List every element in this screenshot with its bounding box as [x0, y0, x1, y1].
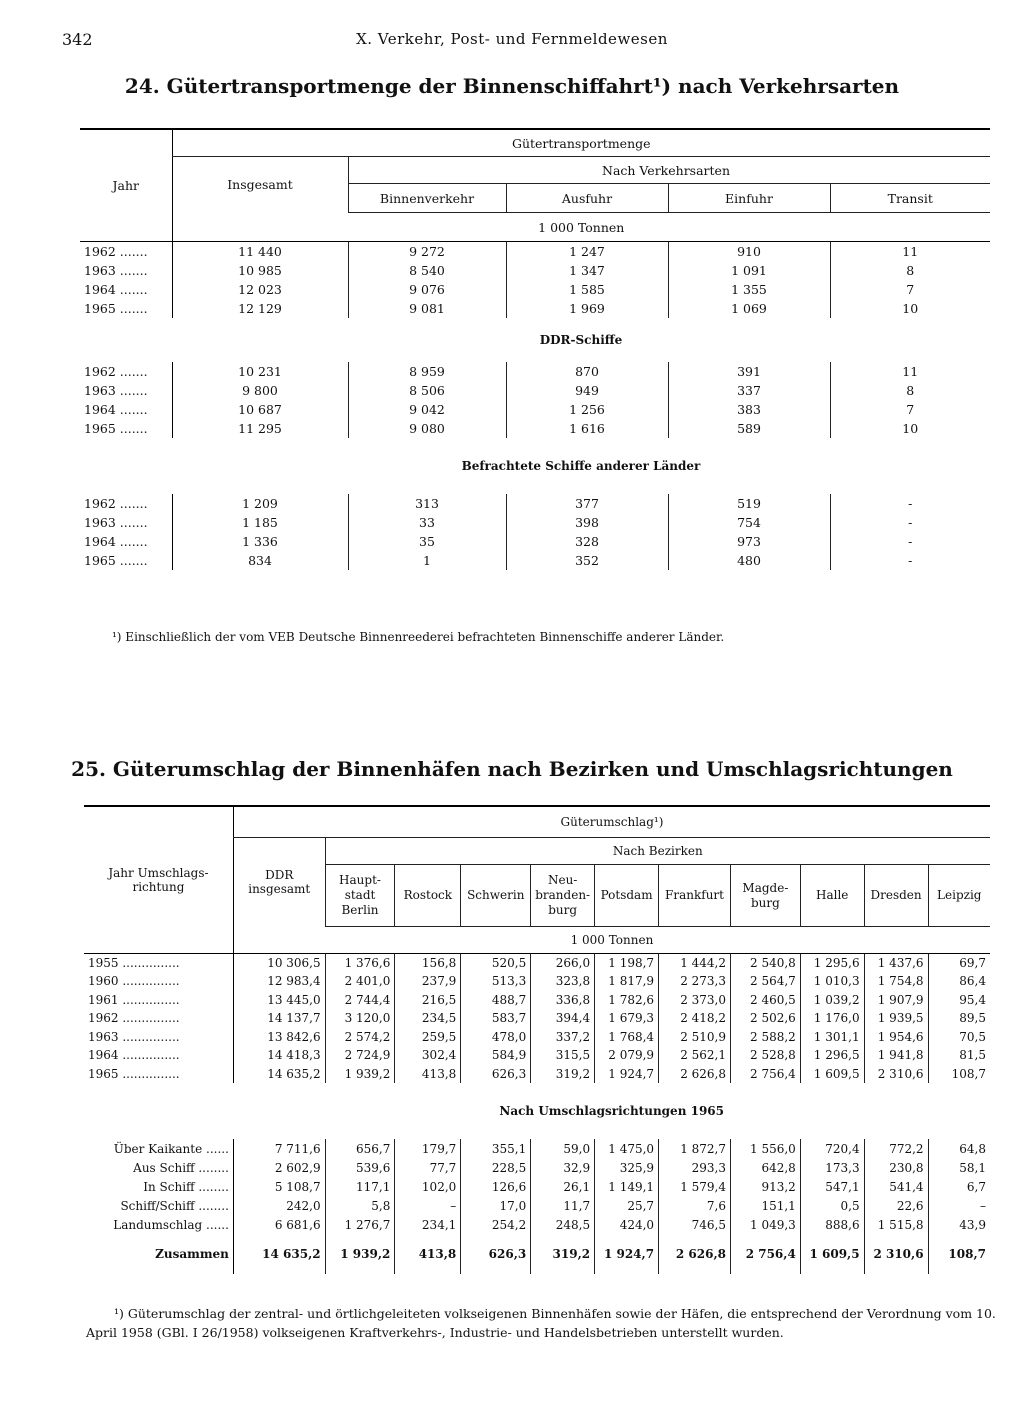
table-row [80, 551, 990, 570]
cell-value: 8 [830, 381, 990, 400]
row-label: 1962 ....... [84, 363, 148, 379]
cell-value: 0,5 [800, 1196, 864, 1215]
table-row [84, 972, 990, 991]
cell-value: 22,6 [864, 1196, 928, 1215]
cell-value: 1 924,7 [595, 1234, 659, 1274]
row-label: Schiff/Schiff ........ [120, 1198, 229, 1213]
row-label: 1963 ............... [88, 1029, 180, 1044]
row-label: 1965 ....... [84, 300, 148, 316]
table-row [84, 1234, 990, 1274]
cell-value: 237,9 [395, 972, 461, 991]
row-label: 1964 ....... [84, 281, 148, 297]
cell-value: 2 602,9 [233, 1158, 325, 1177]
cell-value: 520,5 [461, 954, 531, 973]
cell-value: 2 626,8 [659, 1234, 731, 1274]
cell-value: 2 528,8 [731, 1046, 801, 1065]
row-label: 1965 ............... [88, 1066, 180, 1081]
row-label: 1965 ....... [84, 552, 148, 568]
cell-value: 478,0 [461, 1028, 531, 1047]
cell-value: 1 [348, 551, 506, 570]
header-bezirk: Magde- burg [731, 865, 801, 927]
cell-value: 2 418,2 [659, 1009, 731, 1028]
cell-value: 2 756,4 [731, 1065, 801, 1084]
cell-value: 32,9 [531, 1158, 595, 1177]
table-row [80, 513, 990, 532]
cell-value: 5 108,7 [233, 1177, 325, 1196]
header-bezirk: Frankfurt [659, 865, 731, 927]
cell-value: 1 198,7 [595, 954, 659, 973]
cell-value: 1 347 [506, 261, 668, 280]
cell-value: 2 310,6 [864, 1234, 928, 1274]
row-label: 1955 ............... [88, 956, 180, 970]
row-label: 1964 ............... [88, 1048, 180, 1063]
cell-value: 834 [172, 551, 348, 570]
table-row [80, 299, 990, 318]
cell-value: 1 336 [172, 532, 348, 551]
cell-value: 8 506 [348, 381, 506, 400]
cell-value: 656,7 [325, 1139, 395, 1158]
cell-value: 11 440 [172, 242, 348, 261]
cell-value: 14 418,3 [233, 1046, 325, 1065]
cell-value: 1 679,3 [595, 1009, 659, 1028]
cell-value: 10 [830, 419, 990, 438]
header-jahr-richtung: Jahr Umschlags- richtung [84, 806, 233, 954]
page-number: 342 [62, 30, 93, 49]
cell-value: 8 [830, 261, 990, 280]
cell-value: 234,1 [395, 1215, 461, 1234]
cell-value: 394,4 [531, 1009, 595, 1028]
cell-value: 2 626,8 [659, 1065, 731, 1084]
cell-value: 2 502,6 [731, 1009, 801, 1028]
table-row [80, 381, 990, 400]
table-24 [80, 128, 990, 570]
cell-value: 1 049,3 [731, 1215, 801, 1234]
cell-value: 1 444,2 [659, 954, 731, 973]
rows-total [80, 242, 990, 318]
cell-value: 1 295,6 [800, 954, 864, 973]
cell-value: 254,2 [461, 1215, 531, 1234]
cell-value: 1 969 [506, 299, 668, 318]
table-row [84, 1215, 990, 1234]
cell-value: 35 [348, 532, 506, 551]
cell-value: 583,7 [461, 1009, 531, 1028]
cell-value: 1 941,8 [864, 1046, 928, 1065]
cell-value: 70,5 [928, 1028, 990, 1047]
cell-value: 216,5 [395, 991, 461, 1010]
cell-value: 8 959 [348, 362, 506, 381]
row-label: 1962 ....... [84, 495, 148, 511]
cell-value: 2 564,7 [731, 972, 801, 991]
cell-value: 870 [506, 362, 668, 381]
cell-value: 26,1 [531, 1177, 595, 1196]
cell-value: 584,9 [461, 1046, 531, 1065]
cell-value: 12 983,4 [233, 972, 325, 991]
cell-value: 1 782,6 [595, 991, 659, 1010]
cell-value: 1 556,0 [731, 1139, 801, 1158]
cell-value: 642,8 [731, 1158, 801, 1177]
row-label: 1962 ....... [84, 243, 148, 259]
header-transit: Transit [830, 184, 990, 213]
row-label: 1964 ....... [84, 533, 148, 549]
cell-value: 355,1 [461, 1139, 531, 1158]
cell-value: 1 256 [506, 400, 668, 419]
cell-value: 179,7 [395, 1139, 461, 1158]
cell-value: 541,4 [864, 1177, 928, 1196]
cell-value: 626,3 [461, 1234, 531, 1274]
cell-value: 43,9 [928, 1215, 990, 1234]
cell-value: 2 574,2 [325, 1028, 395, 1047]
table-row [80, 362, 990, 381]
cell-value: 81,5 [928, 1046, 990, 1065]
cell-value: 746,5 [659, 1215, 731, 1234]
cell-value: 13 445,0 [233, 991, 325, 1010]
cell-value: 12 129 [172, 299, 348, 318]
cell-value: 2 401,0 [325, 972, 395, 991]
cell-value: 89,5 [928, 1009, 990, 1028]
cell-value: 69,7 [928, 954, 990, 973]
cell-value: 117,1 [325, 1177, 395, 1196]
cell-value: 1 296,5 [800, 1046, 864, 1065]
cell-value: 1 939,2 [325, 1065, 395, 1084]
row-label: In Schiff ........ [143, 1179, 229, 1194]
cell-value: 1 907,9 [864, 991, 928, 1010]
cell-value: 547,1 [800, 1177, 864, 1196]
cell-value: 352 [506, 551, 668, 570]
cell-value: 9 272 [348, 242, 506, 261]
cell-value: 1 817,9 [595, 972, 659, 991]
cell-value: 336,8 [531, 991, 595, 1010]
cell-value: 9 800 [172, 381, 348, 400]
cell-value: 1 069 [668, 299, 830, 318]
cell-value: 9 081 [348, 299, 506, 318]
header-guetertransportmenge: Gütertransportmenge [172, 129, 990, 157]
cell-value: 772,2 [864, 1139, 928, 1158]
cell-value: 2 460,5 [731, 991, 801, 1010]
row-label: Aus Schiff ........ [133, 1160, 229, 1175]
cell-value: 1 355 [668, 280, 830, 299]
cell-value: 108,7 [928, 1065, 990, 1084]
cell-value: 337,2 [531, 1028, 595, 1047]
table-row [80, 400, 990, 419]
table-row [80, 261, 990, 280]
cell-value: - [830, 532, 990, 551]
cell-value: 293,3 [659, 1158, 731, 1177]
cell-value: 539,6 [325, 1158, 395, 1177]
cell-value: 108,7 [928, 1234, 990, 1274]
table-25 [84, 805, 990, 1274]
rows-richtung [84, 1139, 990, 1234]
cell-value: - [830, 513, 990, 532]
cell-value: 11 295 [172, 419, 348, 438]
cell-value: 949 [506, 381, 668, 400]
header-bezirk: Leipzig [928, 865, 990, 927]
cell-value: 913,2 [731, 1177, 801, 1196]
header-bezirk: Halle [800, 865, 864, 927]
cell-value: 377 [506, 494, 668, 513]
cell-value: 86,4 [928, 972, 990, 991]
cell-value: 10 [830, 299, 990, 318]
header-einfuhr: Einfuhr [668, 184, 830, 213]
table-25-title: 25. Güterumschlag der Binnenhäfen nach Bezirken und Umschlagsrichtungen [71, 757, 953, 781]
cell-value: 910 [668, 242, 830, 261]
cell-value: 1 209 [172, 494, 348, 513]
section-andere-laender: Befrachtete Schiffe anderer Länder [461, 458, 701, 473]
cell-value: 391 [668, 362, 830, 381]
cell-value: 1 039,2 [800, 991, 864, 1010]
cell-value: 319,2 [531, 1065, 595, 1084]
cell-value: 10 985 [172, 261, 348, 280]
cell-value: – [395, 1196, 461, 1215]
cell-value: 59,0 [531, 1139, 595, 1158]
cell-value: 337 [668, 381, 830, 400]
cell-value: 1 579,4 [659, 1177, 731, 1196]
running-head: X. Verkehr, Post- und Fernmeldewesen [356, 30, 668, 48]
cell-value: 325,9 [595, 1158, 659, 1177]
header-bezirk: Rostock [395, 865, 461, 927]
section-umschlagsrichtungen: Nach Umschlagsrichtungen 1965 [499, 1104, 724, 1118]
cell-value: 2 373,0 [659, 991, 731, 1010]
cell-value: 1 768,4 [595, 1028, 659, 1047]
cell-value: 2 310,6 [864, 1065, 928, 1084]
table-row [84, 1046, 990, 1065]
cell-value: 2 724,9 [325, 1046, 395, 1065]
row-label: 1961 ............... [88, 992, 180, 1007]
cell-value: 259,5 [395, 1028, 461, 1047]
cell-value: 3 120,0 [325, 1009, 395, 1028]
cell-value: 480 [668, 551, 830, 570]
cell-value: 313 [348, 494, 506, 513]
cell-value: 1 872,7 [659, 1139, 731, 1158]
cell-value: 11 [830, 242, 990, 261]
cell-value: 973 [668, 532, 830, 551]
cell-value: 9 076 [348, 280, 506, 299]
footnote-25: ¹) Güterumschlag der zentral- und örtlichgeleiteten volkseigenen Binnenhäfen sowie der Häfen, die entsprechend der Verordnung vom 10. April 1958 (GBl. I 26/1958) volkseigenen Kraftverkehrs-, Industrie- und Handelsbetrieben unterstellt wurden. [86, 1306, 996, 1340]
cell-value: 1 475,0 [595, 1139, 659, 1158]
cell-value: 266,0 [531, 954, 595, 973]
cell-value: 12 023 [172, 280, 348, 299]
table-row [84, 1196, 990, 1215]
cell-value: – [928, 1196, 990, 1215]
header-insgesamt: Insgesamt [172, 157, 348, 213]
cell-value: 1 091 [668, 261, 830, 280]
cell-value: 228,5 [461, 1158, 531, 1177]
cell-value: 2 273,3 [659, 972, 731, 991]
rows-andere [80, 494, 990, 570]
header-bezirk: Potsdam [595, 865, 659, 927]
cell-value: 1 301,1 [800, 1028, 864, 1047]
cell-value: 13 842,6 [233, 1028, 325, 1047]
header-binnenverkehr: Binnenverkehr [348, 184, 506, 213]
header-bezirk: Schwerin [461, 865, 531, 927]
cell-value: 315,5 [531, 1046, 595, 1065]
cell-value: 519 [668, 494, 830, 513]
table-row [84, 1028, 990, 1047]
cell-value: 720,4 [800, 1139, 864, 1158]
cell-value: - [830, 551, 990, 570]
header-ausfuhr: Ausfuhr [506, 184, 668, 213]
cell-value: 2 756,4 [731, 1234, 801, 1274]
rows-ddr [80, 362, 990, 438]
cell-value: 1 247 [506, 242, 668, 261]
cell-value: 1 616 [506, 419, 668, 438]
table-row [80, 494, 990, 513]
header-nach-verkehrsarten: Nach Verkehrsarten [348, 157, 990, 184]
unit-label: 1 000 Tonnen [172, 213, 990, 242]
row-zusammen [84, 1234, 990, 1274]
row-label: Über Kaikante ...... [113, 1141, 229, 1156]
header-nach-bezirken: Nach Bezirken [325, 838, 990, 865]
footnote-24: ¹) Einschließlich der vom VEB Deutsche Binnenreederei befrachteten Binnenschiffe anderer Länder. [112, 630, 725, 644]
cell-value: 1 754,8 [864, 972, 928, 991]
cell-value: 1 939,5 [864, 1009, 928, 1028]
table-row [84, 1177, 990, 1196]
cell-value: 58,1 [928, 1158, 990, 1177]
header-jahr: Jahr [80, 129, 172, 242]
cell-value: 234,5 [395, 1009, 461, 1028]
cell-value: 14 635,2 [233, 1234, 325, 1274]
cell-value: 589 [668, 419, 830, 438]
cell-value: 8 540 [348, 261, 506, 280]
cell-value: 626,3 [461, 1065, 531, 1084]
section-ddr-schiffe: DDR-Schiffe [539, 332, 623, 347]
cell-value: 383 [668, 400, 830, 419]
cell-value: 102,0 [395, 1177, 461, 1196]
header-bezirk: Dresden [864, 865, 928, 927]
cell-value: 1 010,3 [800, 972, 864, 991]
cell-value: 754 [668, 513, 830, 532]
cell-value: 2 744,4 [325, 991, 395, 1010]
cell-value: 10 306,5 [233, 954, 325, 973]
cell-value: 1 185 [172, 513, 348, 532]
cell-value: 1 276,7 [325, 1215, 395, 1234]
row-label: 1963 ....... [84, 382, 148, 398]
table-row [80, 419, 990, 438]
table-row [84, 991, 990, 1010]
cell-value: 242,0 [233, 1196, 325, 1215]
cell-value: 513,3 [461, 972, 531, 991]
cell-value: 2 510,9 [659, 1028, 731, 1047]
cell-value: 126,6 [461, 1177, 531, 1196]
cell-value: 398 [506, 513, 668, 532]
cell-value: 248,5 [531, 1215, 595, 1234]
cell-value: 424,0 [595, 1215, 659, 1234]
row-label: 1964 ....... [84, 401, 148, 417]
cell-value: 1 954,6 [864, 1028, 928, 1047]
cell-value: 95,4 [928, 991, 990, 1010]
cell-value: 7,6 [659, 1196, 731, 1215]
row-label: Landumschlag ...... [113, 1217, 229, 1232]
cell-value: 156,8 [395, 954, 461, 973]
header-bezirk: Neu- branden- burg [531, 865, 595, 927]
cell-value: 2 540,8 [731, 954, 801, 973]
cell-value: 1 376,6 [325, 954, 395, 973]
table-row [84, 1158, 990, 1177]
cell-value: 9 080 [348, 419, 506, 438]
table-row [84, 1065, 990, 1084]
cell-value: 33 [348, 513, 506, 532]
cell-value: 328 [506, 532, 668, 551]
table-row [80, 242, 990, 261]
row-label: 1965 ....... [84, 420, 148, 436]
cell-value: 1 939,2 [325, 1234, 395, 1274]
table-row [84, 1139, 990, 1158]
row-label: 1963 ....... [84, 514, 148, 530]
cell-value: 319,2 [531, 1234, 595, 1274]
cell-value: 302,4 [395, 1046, 461, 1065]
cell-value: 14 635,2 [233, 1065, 325, 1084]
cell-value: 1 437,6 [864, 954, 928, 973]
cell-value: 7 [830, 400, 990, 419]
cell-value: - [830, 494, 990, 513]
cell-value: 173,3 [800, 1158, 864, 1177]
cell-value: 1 609,5 [800, 1065, 864, 1084]
row-label: 1963 ....... [84, 262, 148, 278]
cell-value: 6 681,6 [233, 1215, 325, 1234]
table-row [80, 532, 990, 551]
header-bezirk: Haupt- stadt Berlin [325, 865, 395, 927]
cell-value: 2 588,2 [731, 1028, 801, 1047]
row-label: Zusammen [155, 1247, 229, 1261]
unit-label-25: 1 000 Tonnen [233, 927, 990, 954]
cell-value: 64,8 [928, 1139, 990, 1158]
cell-value: 888,6 [800, 1215, 864, 1234]
cell-value: 7 [830, 280, 990, 299]
cell-value: 413,8 [395, 1234, 461, 1274]
cell-value: 230,8 [864, 1158, 928, 1177]
header-gueterumschlag: Güterumschlag¹) [233, 806, 990, 838]
cell-value: 2 562,1 [659, 1046, 731, 1065]
cell-value: 10 687 [172, 400, 348, 419]
rows-years [84, 954, 990, 1084]
cell-value: 25,7 [595, 1196, 659, 1215]
table-row [80, 280, 990, 299]
cell-value: 488,7 [461, 991, 531, 1010]
cell-value: 151,1 [731, 1196, 801, 1215]
cell-value: 1 609,5 [800, 1234, 864, 1274]
cell-value: 5,8 [325, 1196, 395, 1215]
cell-value: 11,7 [531, 1196, 595, 1215]
cell-value: 17,0 [461, 1196, 531, 1215]
cell-value: 1 176,0 [800, 1009, 864, 1028]
cell-value: 6,7 [928, 1177, 990, 1196]
cell-value: 323,8 [531, 972, 595, 991]
cell-value: 11 [830, 362, 990, 381]
cell-value: 2 079,9 [595, 1046, 659, 1065]
cell-value: 7 711,6 [233, 1139, 325, 1158]
table-row [84, 1009, 990, 1028]
cell-value: 9 042 [348, 400, 506, 419]
cell-value: 1 515,8 [864, 1215, 928, 1234]
cell-value: 14 137,7 [233, 1009, 325, 1028]
cell-value: 1 585 [506, 280, 668, 299]
cell-value: 1 149,1 [595, 1177, 659, 1196]
cell-value: 413,8 [395, 1065, 461, 1084]
table-row [84, 954, 990, 973]
row-label: 1960 ............... [88, 974, 180, 989]
cell-value: 1 924,7 [595, 1065, 659, 1084]
row-label: 1962 ............... [88, 1011, 180, 1026]
header-ddr-insgesamt: DDR insgesamt [233, 838, 325, 927]
cell-value: 10 231 [172, 362, 348, 381]
table-24-title: 24. Gütertransportmenge der Binnenschiffahrt¹) nach Verkehrsarten [124, 74, 900, 98]
cell-value: 77,7 [395, 1158, 461, 1177]
